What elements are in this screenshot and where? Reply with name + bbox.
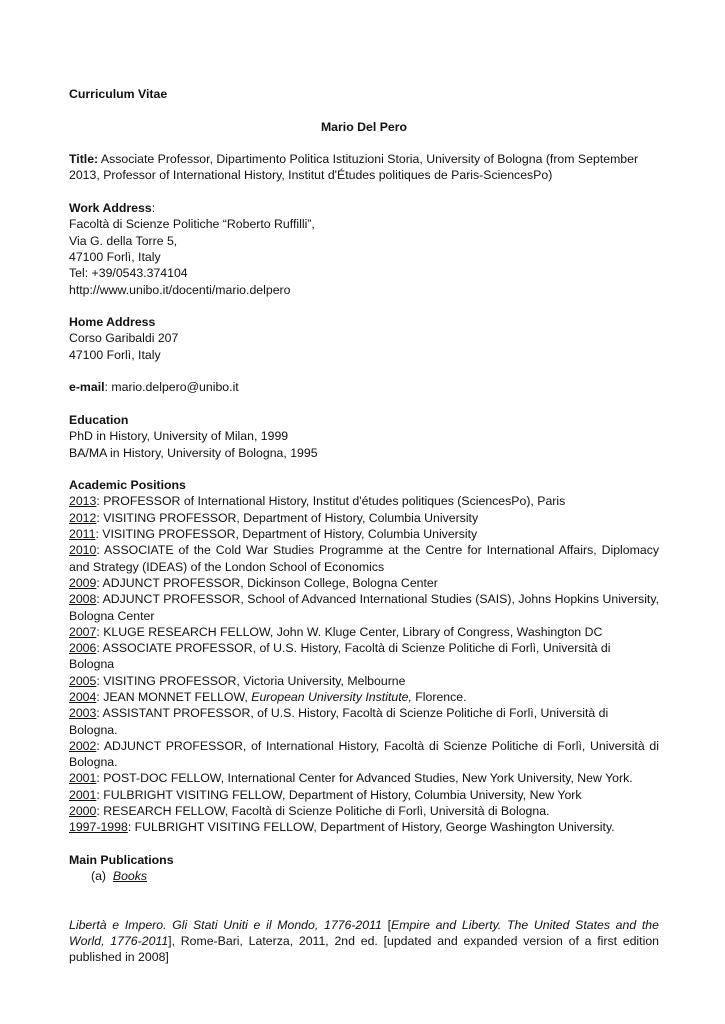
position-year: 2001	[69, 771, 97, 786]
position-text: : JEAN MONNET FELLOW,	[96, 689, 252, 704]
publication-title: Libertà e Impero. Gli Stati Uniti e il Mondo, 1776-2011	[69, 917, 382, 932]
position-year: 2005	[69, 673, 97, 688]
publications-section	[69, 852, 659, 885]
position-year: 2011	[69, 527, 96, 542]
position-year: 2001	[69, 787, 97, 802]
position-item	[69, 705, 659, 738]
position-item	[69, 493, 659, 509]
title-section	[69, 151, 659, 184]
position-item	[69, 689, 659, 705]
spacer	[69, 396, 659, 412]
books-label: Books	[112, 869, 148, 884]
position-text: : VISITING PROFESSOR, Department of History, Columbia University	[95, 527, 478, 542]
email-label: e-mail	[69, 380, 105, 395]
position-year: 2010	[69, 543, 97, 558]
home-address-label: Home Address	[69, 315, 156, 330]
position-text: : ADJUNCT PROFESSOR, School of Advanced International Studies (SAIS), Johns Hopkins University, Bologna Center	[69, 592, 659, 623]
spacer	[69, 184, 659, 200]
email-colon: :	[104, 380, 112, 395]
position-text: : ASSOCIATE PROFESSOR, of U.S. History, Facoltà di Scienze Politiche di Forlì, Università di Bologna	[69, 641, 611, 672]
position-year: 2004	[69, 689, 97, 704]
position-text: : PROFESSOR of International History, Institut d'études politiques (SciencesPo), Paris	[96, 494, 566, 509]
position-year: 1997-1998	[69, 820, 128, 835]
position-text: : ADJUNCT PROFESSOR, Dickinson College, Bologna Center	[96, 575, 438, 590]
work-phone: Tel: +39/0543.374104	[69, 266, 188, 281]
position-year: 2009	[69, 575, 97, 590]
position-item	[69, 803, 659, 819]
work-address-label: Work Address	[69, 201, 152, 216]
email-section	[69, 379, 659, 395]
position-text: : POST-DOC FELLOW, International Center for Advanced Studies, New York University, New York.	[96, 771, 633, 786]
publication-translated-title: Empire and Liberty. The United States and the World, 1776-2011	[69, 917, 659, 948]
position-item	[69, 819, 659, 835]
position-item	[69, 624, 659, 640]
work-address-colon: :	[151, 201, 156, 216]
publication-bracket: [	[381, 917, 391, 932]
position-text: : FULBRIGHT VISITING FELLOW, Department of History, Columbia University, New York	[96, 787, 582, 802]
education-section	[69, 412, 659, 461]
position-item	[69, 787, 659, 803]
work-address-section	[69, 200, 659, 298]
position-year: 2000	[69, 804, 97, 819]
books-marker: (a)	[91, 869, 107, 884]
position-text: : ASSOCIATE of the Cold War Studies Programme at the Centre for International Affairs, Diplomacy and Strategy (IDEAS) of the London School of Economics	[69, 543, 659, 574]
position-year: 2006	[69, 641, 97, 656]
position-text: : RESEARCH FELLOW, Facoltà di Scienze Politiche di Forlì, Università di Bologna.	[96, 804, 550, 819]
position-item	[69, 770, 659, 786]
position-institution: European University Institute,	[251, 689, 412, 704]
position-item	[69, 591, 659, 624]
position-item	[69, 510, 659, 526]
position-year: 2002	[69, 738, 97, 753]
home-address-line: Corso Garibaldi 207	[69, 331, 179, 346]
position-item	[69, 542, 659, 575]
work-homepage-link[interactable]: http://www.unibo.it/docenti/mario.delpero	[69, 282, 291, 297]
position-text: : VISITING PROFESSOR, Victoria University, Melbourne	[96, 673, 406, 688]
position-year: 2003	[69, 706, 97, 721]
position-text: : KLUGE RESEARCH FELLOW, John W. Kluge Center, Library of Congress, Washington DC	[96, 624, 603, 639]
position-place: Florence.	[411, 689, 467, 704]
author-name: Mario Del Pero	[320, 119, 408, 134]
publication-entry	[69, 917, 659, 966]
position-year: 2008	[69, 592, 97, 607]
education-item: PhD in History, University of Milan, 1999	[69, 429, 289, 444]
work-address-line: 47100 Forlì, Italy	[69, 249, 161, 264]
academic-positions-section	[69, 477, 659, 836]
spacer	[69, 298, 659, 314]
title-label: Title:	[69, 152, 99, 167]
position-item	[69, 738, 659, 771]
position-item	[69, 526, 659, 542]
email-link[interactable]: mario.delpero@unibo.it	[111, 380, 239, 395]
publication-details: ], Rome-Bari, Laterza, 2011, 2nd ed. [updated and expanded version of a first edition published in 2008]	[69, 933, 659, 965]
education-item: BA/MA in History, University of Bologna, 1995	[69, 445, 318, 460]
academic-positions-label: Academic Positions	[69, 478, 186, 493]
position-year: 2007	[69, 624, 97, 639]
spacer	[69, 363, 659, 379]
publications-label: Main Publications	[69, 852, 174, 867]
position-item	[69, 640, 659, 673]
home-address-section	[69, 314, 659, 363]
position-item	[69, 575, 659, 591]
work-address-line: Facoltà di Scienze Politiche “Roberto Ruffilli”,	[69, 217, 315, 232]
position-year: 2013	[69, 494, 97, 509]
spacer	[69, 461, 659, 477]
position-item	[69, 673, 659, 689]
work-address-line: Via G. della Torre 5,	[69, 233, 178, 248]
cv-page	[69, 86, 659, 965]
position-text: : VISITING PROFESSOR, Department of History, Columbia University	[96, 510, 479, 525]
title-text: Associate Professor, Dipartimento Politica Istituzioni Storia, University of Bologna (from September 2013, Professor of International History, Institut d'Études politiques de Paris-SciencesPo)	[69, 152, 639, 183]
spacer	[69, 885, 659, 917]
document-title: Curriculum Vitae	[69, 87, 168, 101]
spacer	[69, 135, 659, 151]
position-year: 2012	[69, 510, 97, 525]
education-label: Education	[69, 412, 129, 427]
spacer	[69, 836, 659, 852]
books-subheading	[69, 868, 659, 884]
position-text: : ADJUNCT PROFESSOR, of International History, Facoltà di Scienze Politiche di Forlì, Università di Bologna.	[69, 738, 659, 770]
position-text: : FULBRIGHT VISITING FELLOW, Department of History, George Washington University.	[127, 820, 615, 835]
position-text: : ASSISTANT PROFESSOR, of U.S. History, Facoltà di Scienze Politiche di Forlì, Università di Bologna.	[69, 706, 609, 737]
spacer	[69, 102, 659, 118]
home-address-line: 47100 Forlì, Italy	[69, 347, 161, 362]
